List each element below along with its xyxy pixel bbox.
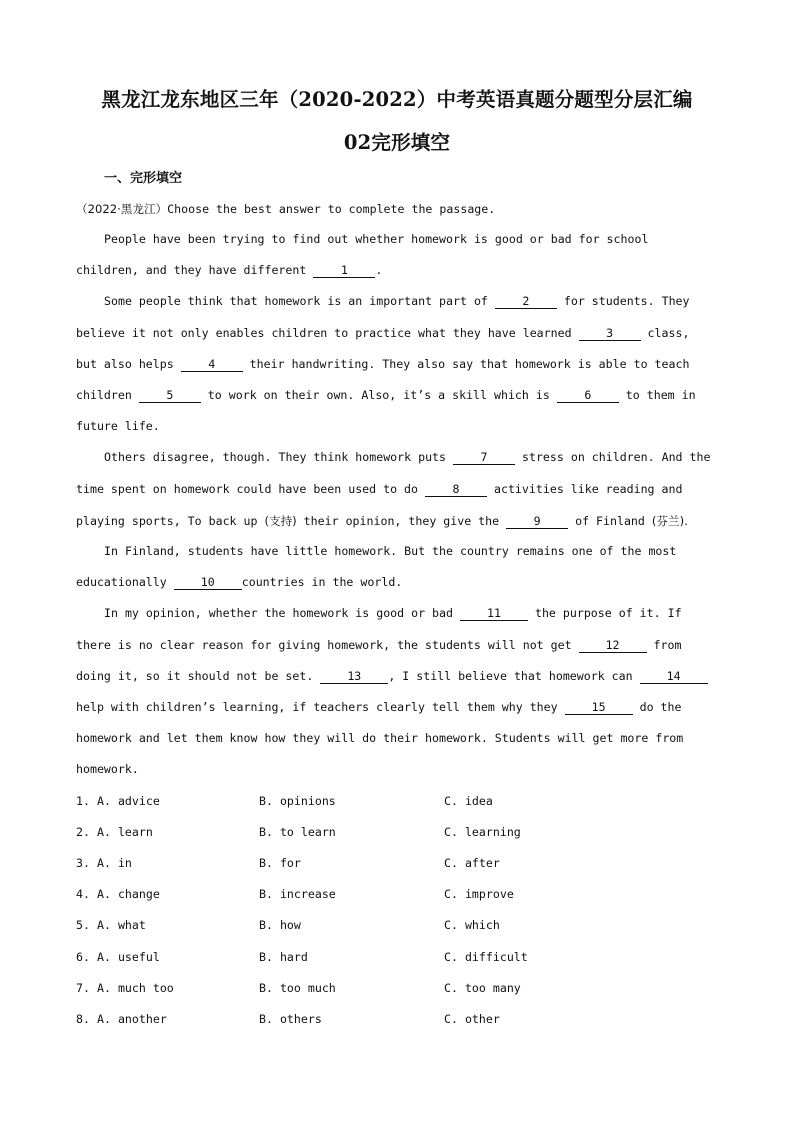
option-b: B. hard bbox=[259, 950, 308, 964]
option-number: 8. bbox=[76, 1012, 90, 1026]
option-number: 2. bbox=[76, 825, 90, 839]
blank-10: 10 bbox=[174, 576, 242, 590]
passage-line: children 5 to work on their own. Also, it’s a skill which is 6 to them in bbox=[76, 388, 696, 402]
option-c: C. which bbox=[444, 918, 500, 932]
blank-11: 11 bbox=[460, 607, 528, 621]
passage-line: educationally 10 countries in the world. bbox=[76, 575, 403, 589]
option-b: B. opinions bbox=[259, 794, 336, 808]
document-subtitle: 02完形填空 bbox=[343, 131, 451, 154]
passage-line: future life. bbox=[76, 419, 160, 433]
blank-15: 15 bbox=[565, 701, 633, 715]
option-c: C. other bbox=[444, 1012, 500, 1026]
option-a: A. advice bbox=[97, 794, 160, 808]
option-number: 1. bbox=[76, 794, 90, 808]
option-a: A. in bbox=[97, 856, 132, 870]
option-number: 3. bbox=[76, 856, 90, 870]
passage-line: believe it not only enables children to practice what they have learned 3 class, bbox=[76, 326, 690, 340]
option-a: A. learn bbox=[97, 825, 153, 839]
option-c: C. difficult bbox=[444, 950, 528, 964]
passage-line: In my opinion, whether the homework is good or bad 11 the purpose of it. If bbox=[104, 606, 682, 620]
instruction-text: Choose the best answer to complete the passage. bbox=[167, 202, 496, 216]
blank-9: 9 bbox=[506, 515, 568, 529]
option-number: 4. bbox=[76, 887, 90, 901]
option-a: A. much too bbox=[97, 981, 174, 995]
option-b: B. to learn bbox=[259, 825, 336, 839]
blank-3: 3 bbox=[579, 327, 641, 341]
option-c: C. too many bbox=[444, 981, 521, 995]
option-b: B. how bbox=[259, 918, 301, 932]
blank-14: 14 bbox=[640, 670, 708, 684]
section-heading: 一、完形填空 bbox=[104, 171, 183, 186]
option-b: B. others bbox=[259, 1012, 322, 1026]
blank-13: 13 bbox=[320, 670, 388, 684]
option-c: C. idea bbox=[444, 794, 493, 808]
passage-line: doing it, so it should not be set. 13 , I still believe that homework can 14 bbox=[76, 669, 708, 684]
option-number: 6. bbox=[76, 950, 90, 964]
option-number: 5. bbox=[76, 918, 90, 932]
passage-line: time spent on homework could have been used to do 8 activities like reading and bbox=[76, 482, 683, 496]
option-c: C. improve bbox=[444, 887, 514, 901]
option-c: C. learning bbox=[444, 825, 521, 839]
blank-7: 7 bbox=[453, 451, 515, 465]
passage-line: In Finland, students have little homework. But the country remains one of the most bbox=[104, 544, 677, 558]
option-number: 7. bbox=[76, 981, 90, 995]
option-a: A. what bbox=[97, 918, 146, 932]
blank-12: 12 bbox=[579, 639, 647, 653]
passage-line: homework and let them know how they will do their homework. Students will get more from bbox=[76, 731, 684, 745]
option-a: A. change bbox=[97, 887, 160, 901]
passage-line: homework. bbox=[76, 762, 139, 776]
blank-1: 1 bbox=[313, 264, 375, 278]
document-title: 黑龙江龙东地区三年（2020-2022）中考英语真题分题型分层汇编 bbox=[101, 88, 693, 111]
option-b: B. increase bbox=[259, 887, 336, 901]
blank-6: 6 bbox=[557, 389, 619, 403]
instruction-line bbox=[76, 201, 495, 217]
blank-5: 5 bbox=[139, 389, 201, 403]
option-b: B. too much bbox=[259, 981, 336, 995]
source-label: （2022·黑龙江） bbox=[76, 202, 168, 216]
option-a: A. another bbox=[97, 1012, 167, 1026]
passage-line: help with children’s learning, if teachers clearly tell them why they 15 do the bbox=[76, 700, 682, 714]
passage-line: children, and they have different 1 . bbox=[76, 263, 383, 277]
passage-line: Some people think that homework is an important part of 2 for students. They bbox=[104, 294, 690, 308]
passage-line: Others disagree, though. They think homework puts 7 stress on children. And the bbox=[104, 450, 711, 464]
passage-line: playing sports, To back up (支持) their opinion, they give the 9 of Finland (芬兰). bbox=[76, 514, 688, 528]
passage-line: there is no clear reason for giving homework, the students will not get 12 from bbox=[76, 638, 682, 652]
option-b: B. for bbox=[259, 856, 301, 870]
option-c: C. after bbox=[444, 856, 500, 870]
blank-4: 4 bbox=[181, 358, 243, 372]
blank-2: 2 bbox=[495, 295, 557, 309]
blank-8: 8 bbox=[425, 483, 487, 497]
passage-line: People have been trying to find out whether homework is good or bad for school bbox=[104, 232, 649, 246]
passage-line: but also helps 4 their handwriting. They also say that homework is able to teach bbox=[76, 357, 690, 371]
option-a: A. useful bbox=[97, 950, 160, 964]
